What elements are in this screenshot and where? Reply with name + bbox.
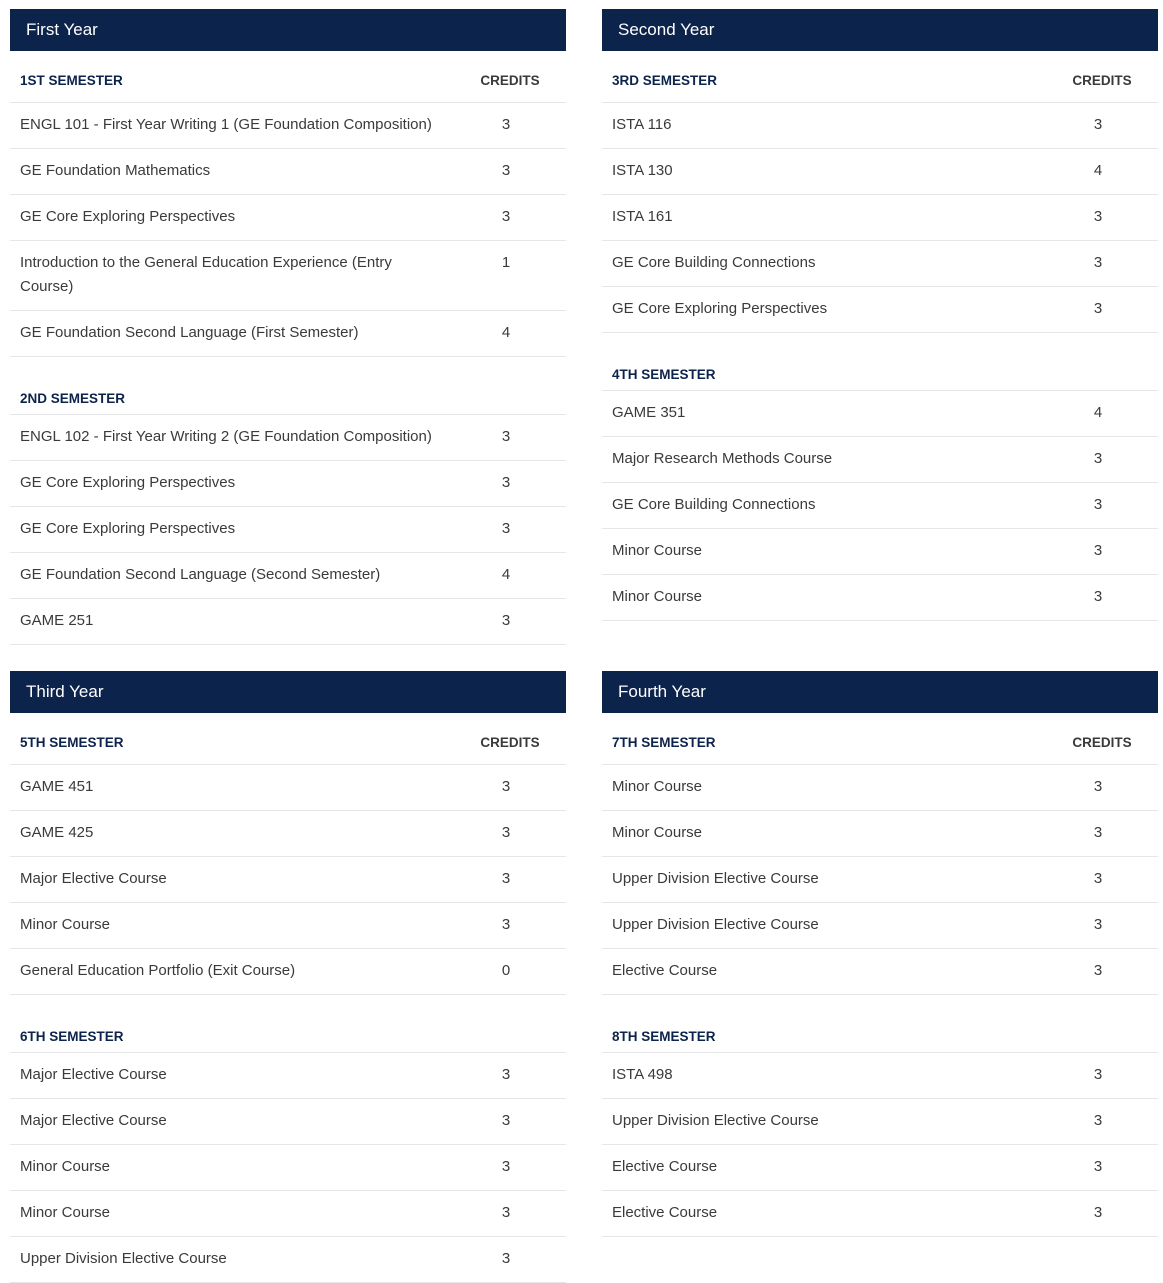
course-credits: 3 xyxy=(1093,450,1103,467)
semester-header xyxy=(602,713,1158,765)
course-row xyxy=(602,903,1158,949)
course-row xyxy=(10,599,566,645)
course-name: Elective Course xyxy=(612,1158,718,1175)
course-name: GE Foundation Second Language (Second Semester) xyxy=(20,566,381,583)
course-name: GE Core Building Connections xyxy=(612,254,816,271)
course-credits: 3 xyxy=(501,1112,511,1129)
course-row xyxy=(602,1099,1158,1145)
course-name: Upper Division Elective Course xyxy=(612,870,819,887)
semester-title: 7TH SEMESTER xyxy=(612,735,716,750)
course-credits: 3 xyxy=(501,520,511,537)
course-row xyxy=(10,857,566,903)
course-row xyxy=(602,103,1158,149)
course-row xyxy=(10,149,566,195)
course-credits: 3 xyxy=(1093,962,1103,979)
year-title: Second Year xyxy=(602,9,1158,51)
course-name: Upper Division Elective Course xyxy=(612,916,819,933)
semester-title: 8TH SEMESTER xyxy=(612,1029,716,1044)
course-name: ENGL 102 - First Year Writing 2 (GE Foundation Composition) xyxy=(20,428,432,445)
year-title: First Year xyxy=(10,9,566,51)
course-name: Minor Course xyxy=(612,542,703,559)
course-row xyxy=(10,103,566,149)
semester-header xyxy=(602,51,1158,103)
course-credits: 3 xyxy=(1093,1204,1103,1221)
credits-column-header: CREDITS xyxy=(480,735,540,750)
semester-title: 4TH SEMESTER xyxy=(612,367,716,382)
course-name: GE Core Exploring Perspectives xyxy=(20,208,236,225)
course-row xyxy=(10,507,566,553)
course-credits: 3 xyxy=(1093,916,1103,933)
course-name: Minor Course xyxy=(612,824,703,841)
year-block-third-year xyxy=(10,671,566,1283)
course-row xyxy=(10,1191,566,1237)
course-credits: 3 xyxy=(501,428,511,445)
course-row xyxy=(10,1053,566,1099)
course-credits: 3 xyxy=(1093,824,1103,841)
semester-header xyxy=(10,995,566,1053)
course-name: Major Elective Course xyxy=(20,1066,167,1083)
course-credits: 3 xyxy=(501,208,511,225)
course-credits: 4 xyxy=(501,566,511,583)
course-row xyxy=(602,811,1158,857)
course-name: Minor Course xyxy=(612,588,703,605)
course-credits: 3 xyxy=(501,824,511,841)
semester-title: 5TH SEMESTER xyxy=(20,735,124,750)
course-credits: 3 xyxy=(1093,870,1103,887)
course-credits: 3 xyxy=(1093,778,1103,795)
course-name: Elective Course xyxy=(612,962,718,979)
course-credits: 3 xyxy=(1093,300,1103,317)
course-name: Minor Course xyxy=(612,778,703,795)
course-name: Minor Course xyxy=(20,916,111,933)
course-credits: 4 xyxy=(501,324,511,341)
course-name: GE Core Building Connections xyxy=(612,496,816,513)
course-row xyxy=(602,765,1158,811)
semester-header xyxy=(10,713,566,765)
semester-header xyxy=(10,357,566,415)
semester-title: 6TH SEMESTER xyxy=(20,1029,124,1044)
course-row xyxy=(10,553,566,599)
course-name: GAME 425 xyxy=(20,824,94,841)
semester-title: 2ND SEMESTER xyxy=(20,391,126,406)
course-row xyxy=(602,195,1158,241)
course-credits: 3 xyxy=(1093,588,1103,605)
course-credits: 4 xyxy=(1093,404,1103,421)
course-name: Elective Course xyxy=(612,1204,718,1221)
course-row xyxy=(602,575,1158,621)
course-row xyxy=(10,461,566,507)
course-name: ISTA 161 xyxy=(612,208,673,225)
course-credits: 3 xyxy=(501,870,511,887)
course-credits: 3 xyxy=(1093,1158,1103,1175)
course-credits: 3 xyxy=(501,162,511,179)
course-name: ENGL 101 - First Year Writing 1 (GE Foundation Composition) xyxy=(20,116,432,133)
course-name: GE Foundation Second Language (First Semester) xyxy=(20,324,359,341)
course-row xyxy=(10,1237,566,1283)
course-credits: 3 xyxy=(501,474,511,491)
course-name: Upper Division Elective Course xyxy=(612,1112,819,1129)
course-row xyxy=(10,949,566,995)
course-row xyxy=(602,1145,1158,1191)
course-name: GAME 251 xyxy=(20,612,94,629)
course-credits: 3 xyxy=(501,612,511,629)
course-credits: 3 xyxy=(1093,116,1103,133)
course-row xyxy=(10,765,566,811)
semester-header xyxy=(602,333,1158,391)
course-credits: 1 xyxy=(501,254,511,271)
course-row xyxy=(602,241,1158,287)
course-name: General Education Portfolio (Exit Course) xyxy=(20,962,296,979)
course-credits: 0 xyxy=(501,962,511,979)
course-row xyxy=(602,1191,1158,1237)
course-name: GAME 351 xyxy=(612,404,686,421)
course-row xyxy=(602,949,1158,995)
year-title: Fourth Year xyxy=(602,671,1158,713)
course-name: GAME 451 xyxy=(20,778,94,795)
course-row xyxy=(10,241,566,311)
course-name: Major Elective Course xyxy=(20,1112,167,1129)
course-credits: 3 xyxy=(501,1204,511,1221)
course-credits: 4 xyxy=(1093,162,1103,179)
course-credits: 3 xyxy=(501,1250,511,1267)
course-credits: 3 xyxy=(501,916,511,933)
semester-title: 1ST SEMESTER xyxy=(20,73,123,88)
course-row xyxy=(10,195,566,241)
course-row xyxy=(10,1145,566,1191)
course-credits: 3 xyxy=(1093,254,1103,271)
semester-title: 3RD SEMESTER xyxy=(612,73,718,88)
course-name: Minor Course xyxy=(20,1158,111,1175)
course-name: ISTA 130 xyxy=(612,162,673,179)
semester-header xyxy=(602,995,1158,1053)
course-name: GE Foundation Mathematics xyxy=(20,162,211,179)
credits-column-header: CREDITS xyxy=(1072,735,1132,750)
credits-column-header: CREDITS xyxy=(480,73,540,88)
course-row xyxy=(602,1053,1158,1099)
semester-header xyxy=(10,51,566,103)
year-block-second-year xyxy=(602,9,1158,621)
course-name: GE Core Exploring Perspectives xyxy=(20,474,236,491)
course-credits: 3 xyxy=(1093,1112,1103,1129)
course-row xyxy=(10,415,566,461)
course-row xyxy=(602,529,1158,575)
course-name: GE Core Exploring Perspectives xyxy=(612,300,828,317)
course-name: ISTA 498 xyxy=(612,1066,673,1083)
course-row xyxy=(602,857,1158,903)
course-credits: 3 xyxy=(1093,208,1103,225)
course-name: Minor Course xyxy=(20,1204,111,1221)
credits-column-header: CREDITS xyxy=(1072,73,1132,88)
course-name: Major Elective Course xyxy=(20,870,167,887)
course-credits: 3 xyxy=(1093,1066,1103,1083)
course-row xyxy=(602,149,1158,195)
course-credits: 3 xyxy=(501,1158,511,1175)
year-title: Third Year xyxy=(10,671,566,713)
course-credits: 3 xyxy=(1093,496,1103,513)
course-row xyxy=(602,287,1158,333)
course-credits: 3 xyxy=(501,1066,511,1083)
course-name: Upper Division Elective Course xyxy=(20,1250,227,1267)
year-block-fourth-year xyxy=(602,671,1158,1237)
course-row xyxy=(602,391,1158,437)
course-row xyxy=(602,437,1158,483)
course-name: ISTA 116 xyxy=(612,116,672,133)
course-credits: 3 xyxy=(1093,542,1103,559)
course-name: GE Core Exploring Perspectives xyxy=(20,520,236,537)
course-row xyxy=(602,483,1158,529)
course-credits: 3 xyxy=(501,778,511,795)
course-name: Introduction to the General Education Experience (Entry Course) xyxy=(20,254,392,295)
course-row xyxy=(10,903,566,949)
course-row xyxy=(10,311,566,357)
course-row xyxy=(10,1099,566,1145)
course-credits: 3 xyxy=(501,116,511,133)
course-row xyxy=(10,811,566,857)
year-block-first-year xyxy=(10,9,566,645)
course-name: Major Research Methods Course xyxy=(612,450,833,467)
